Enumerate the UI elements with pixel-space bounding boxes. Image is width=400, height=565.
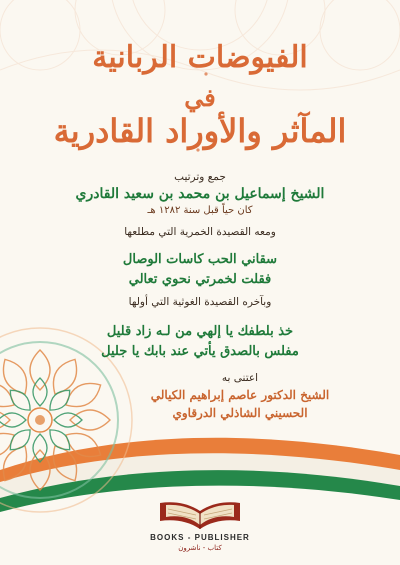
compiler-date: كان حياً قبل سنة ١٢٨٢ هـ <box>147 205 253 216</box>
ghawthiya-intro: وبآخره القصيدة الغوثية التي أولها <box>128 296 272 308</box>
compilation-label: جمع وترتيب <box>174 171 226 183</box>
book-title-line3: المآثر والأوراد القادرية <box>53 112 347 150</box>
ghawthiya-verse2: مفلس بالصدق يأتي عند بابك يا جليل <box>101 344 299 359</box>
book-title-line1: الفيوضات الربانية <box>92 40 308 75</box>
compiler-name: الشيخ إسماعيل بن محمد بن سعيد القادري <box>75 186 325 202</box>
care-label: اعتنى به <box>221 372 259 384</box>
publisher-name-ar: كتاب - ناشرون <box>178 544 222 552</box>
book-title-line2: في <box>184 83 216 112</box>
publisher-name-en: BOOKS - PUBLISHER <box>150 533 250 542</box>
open-book-icon <box>140 495 260 533</box>
editor-name-line2: الحسيني الشاذلي الدرقاوي <box>172 406 308 420</box>
publisher-logo <box>140 495 260 555</box>
khamriya-verse2: فقلت لخمرتي نحوي تعالي <box>128 272 272 287</box>
ghawthiya-verse1: خذ بلطفك يا إلهي من لـه زاد قليل <box>106 324 294 339</box>
editor-name-line1: الشيخ الدكتور عاصم إبراهيم الكيالي <box>150 388 330 402</box>
khamriya-intro: ومعه القصيدة الخمرية التي مطلعها <box>124 226 276 238</box>
khamriya-verse1: سقاني الحب كاسات الوصال <box>122 252 278 267</box>
